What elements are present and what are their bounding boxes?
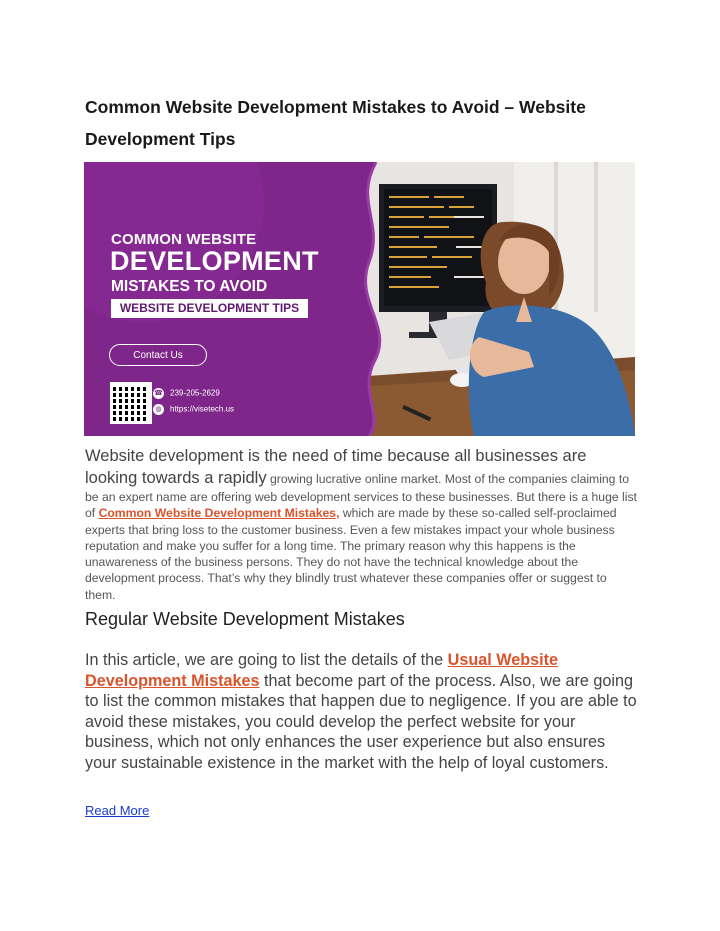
section-text-b: that become part of the process. Also, we are going to list the common mistakes that happen due to negligence. If you are able to avoid these mistakes, you could develop the perfect website for your business, which not only enhances the user experience but also ensures your sustainable existence in the market with the help of loyal customers. — [85, 671, 637, 772]
banner-headline-3: MISTAKES TO AVOID — [111, 278, 268, 295]
intro-lead: Website development is the need of time because all businesses are looking towards a rapidly — [85, 447, 587, 487]
intro-paragraph — [85, 445, 637, 603]
intro-text-a: growing lucrative online market. Most of the companies claiming to be an expert name are offering web development services to these businesses. But there is a huge list of — [85, 472, 637, 521]
banner-tag: WEBSITE DEVELOPMENT TIPS — [111, 299, 308, 318]
phone-row — [153, 388, 220, 399]
article-banner-image — [84, 162, 635, 436]
phone-icon: ☎ — [154, 390, 163, 397]
banner-headline-1: COMMON WEBSITE — [111, 231, 257, 248]
section-paragraph — [85, 650, 637, 774]
intro-text-b: which are made by these so-called self-proclaimed experts that bring loss to the customer business. Even a few mistakes impact your whole business reputation and make you suffer for a long time. The primary reason why this happens is the unawareness of the business persons. They do not have the technical knowledge about the development process. That’s why they blindly trust whatever these companies offer or suggest to them. — [85, 506, 617, 602]
read-more-link[interactable]: Read More — [85, 803, 150, 818]
common-mistakes-link[interactable]: Common Website Development Mistakes — [98, 506, 337, 521]
banner-headline-2: DEVELOPMENT — [110, 246, 319, 276]
section-text-a: In this article, we are going to list the details of the — [85, 651, 448, 669]
usual-mistakes-link[interactable]: Usual Website Development Mistakes — [85, 651, 558, 690]
website-url: https://visetech.us — [170, 404, 235, 414]
globe-icon: ◍ — [153, 404, 164, 415]
page-title: Common Website Development Mistakes to Avoid – Website Development Tips — [85, 97, 586, 149]
qr-code-icon — [110, 382, 152, 424]
intro-comma: , — [336, 506, 340, 521]
contact-us-button: Contact Us — [109, 344, 207, 366]
section-heading: Regular Website Development Mistakes — [85, 609, 405, 629]
phone-number: 239-205-2629 — [170, 388, 220, 398]
website-row — [153, 404, 234, 415]
